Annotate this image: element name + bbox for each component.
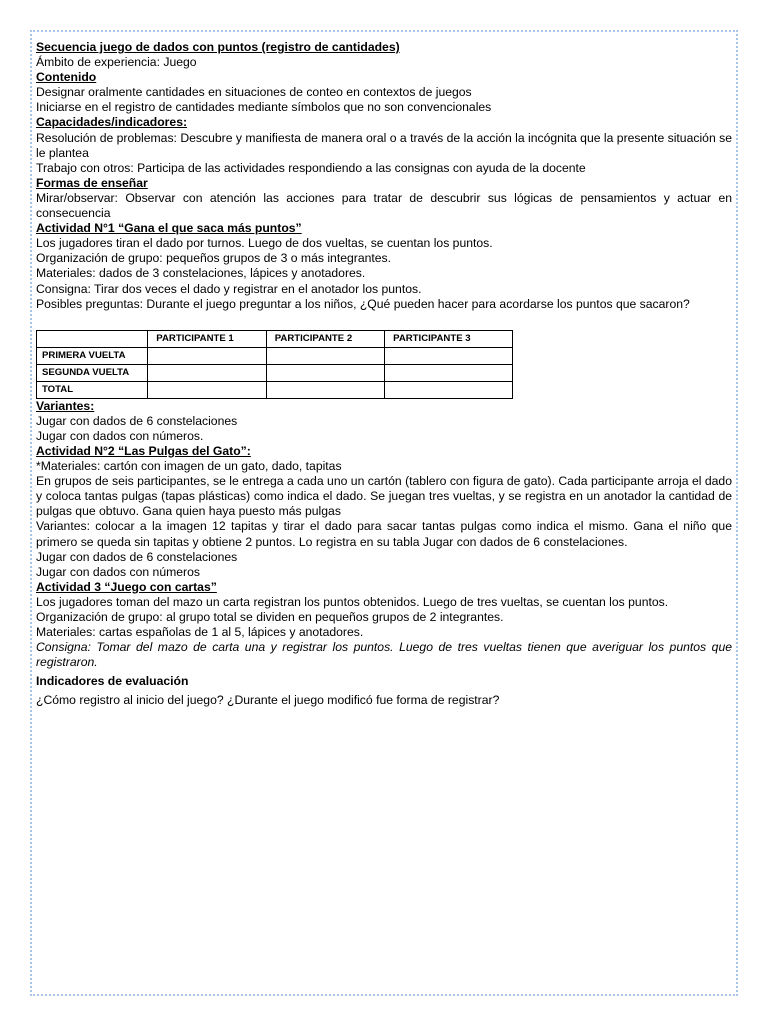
capacidades-line-1: Resolución de problemas: Descubre y manifiesta de manera oral o a través de la acción la incógnita que la presente situación se le plantea: [36, 130, 732, 160]
actividad2-line-2: En grupos de seis participantes, se le entrega a cada uno un cartón (tablero con figura de gato). Cada participante arroja el dado y coloca tantas pulgas (tapas plásticas) como indica el dado. Se juegan tres vueltas, y se registra en un anotador la cantidad de pulgas que obtuvo. Gana quien haya puesto más pulgas: [36, 474, 732, 519]
actividad3-line-1: Los jugadores toman del mazo un carta registran los puntos obtenidos. Luego de tres vueltas, se cuentan los puntos.: [36, 594, 669, 609]
table-row-label-total: TOTAL: [37, 381, 148, 398]
actividad1-line-1: Los jugadores tiran el dado por turnos. Luego de dos vueltas, se cuentan los puntos.: [36, 236, 493, 251]
table-cell: [385, 364, 513, 381]
actividad2-heading: Actividad N°2 “Las Pulgas del Gato”:: [36, 443, 251, 458]
document-body: [36, 40, 732, 709]
table-cell: [385, 347, 513, 364]
capacidades-line-2: Trabajo con otros: Participa de las actividades respondiendo a las consignas con ayuda de la docente: [36, 160, 586, 175]
indicadores-heading: Indicadores de evaluación: [36, 674, 189, 689]
actividad3-line-3: Materiales: cartas españolas de 1 al 5, lápices y anotadores.: [36, 625, 364, 640]
table-cell: [148, 347, 266, 364]
formas-line-1: Mirar/observar: Observar con atención las acciones para tratar de descubrir sus lógicas de pensamientos y actuar en consecuencia: [36, 190, 732, 221]
actividad1-line-4: Consigna: Tirar dos veces el dado y registrar en el anotador los puntos.: [36, 281, 422, 296]
capacidades-heading: Capacidades/indicadores:: [36, 115, 188, 130]
table-header-empty: [37, 330, 148, 347]
contenido-line-1: Designar oralmente cantidades en situaciones de conteo en contextos de juegos: [36, 85, 472, 100]
actividad2-line-5: Jugar con dados con números: [36, 564, 200, 579]
table-cell: [266, 364, 384, 381]
table-cell: [266, 347, 384, 364]
document-title: Secuencia juego de dados con puntos (registro de cantidades): [36, 40, 400, 54]
actividad1-heading: Actividad N°1 “Gana el que saca más puntos”: [36, 221, 302, 236]
formas-heading: Formas de enseñar: [36, 175, 148, 190]
actividad1-line-3: Materiales: dados de 3 constelaciones, lápices y anotadores.: [36, 266, 366, 281]
actividad3-heading: Actividad 3 “Juego con cartas”: [36, 579, 217, 594]
actividad3-consigna: Consigna: Tomar del mazo de carta una y registrar los puntos. Luego de tres vueltas tienen que averiguar los puntos que registraron.: [36, 640, 732, 670]
ambito-line: Ámbito de experiencia: Juego: [36, 55, 197, 70]
table-header-participante-3: PARTICIPANTE 3: [385, 330, 513, 347]
variantes-line-1: Jugar con dados de 6 constelaciones: [36, 413, 238, 428]
actividad1-line-2: Organización de grupo: pequeños grupos de 3 o más integrantes.: [36, 251, 392, 266]
indicadores-line: ¿Cómo registro al inicio del juego? ¿Durante el juego modificó fue forma de registrar?: [36, 693, 500, 708]
table-header-participante-1: PARTICIPANTE 1: [148, 330, 266, 347]
table-cell: [148, 381, 266, 398]
table-cell: [148, 364, 266, 381]
table-header-row: [37, 330, 513, 347]
variantes-heading: Variantes:: [36, 398, 95, 413]
table-cell: [385, 381, 513, 398]
table-cell: [266, 381, 384, 398]
table-row: [37, 364, 513, 381]
actividad2-line-1: *Materiales: cartón con imagen de un gato, dado, tapitas: [36, 459, 342, 474]
actividad2-line-3: Variantes: colocar a la imagen 12 tapitas y tirar el dado para sacar tantas pulgas como indica el mismo. Gana el niño que primero se queda sin tapitas y obtiene 2 puntos. Lo registra en su tabla Jugar con dados de 6 constelaciones.: [36, 519, 732, 549]
variantes-line-2: Jugar con dados con números.: [36, 428, 204, 443]
contenido-line-2: Iniciarse en el registro de cantidades mediante símbolos que no son convencionales: [36, 100, 492, 115]
table-row: [37, 347, 513, 364]
actividad3-line-2: Organización de grupo: al grupo total se dividen en pequeños grupos de 2 integrantes.: [36, 610, 504, 624]
contenido-heading: Contenido: [36, 70, 97, 85]
table-header-participante-2: PARTICIPANTE 2: [266, 330, 384, 347]
table-row-label-segunda: SEGUNDA VUELTA: [37, 364, 148, 381]
actividad1-line-5: Posibles preguntas: Durante el juego preguntar a los niños, ¿Qué pueden hacer para acordarse los puntos que sacaron?: [36, 296, 690, 311]
score-table: [36, 330, 513, 399]
actividad2-line-4: Jugar con dados de 6 constelaciones: [36, 549, 238, 564]
table-row-label-primera: PRIMERA VUELTA: [37, 347, 148, 364]
table-row: [37, 381, 513, 398]
